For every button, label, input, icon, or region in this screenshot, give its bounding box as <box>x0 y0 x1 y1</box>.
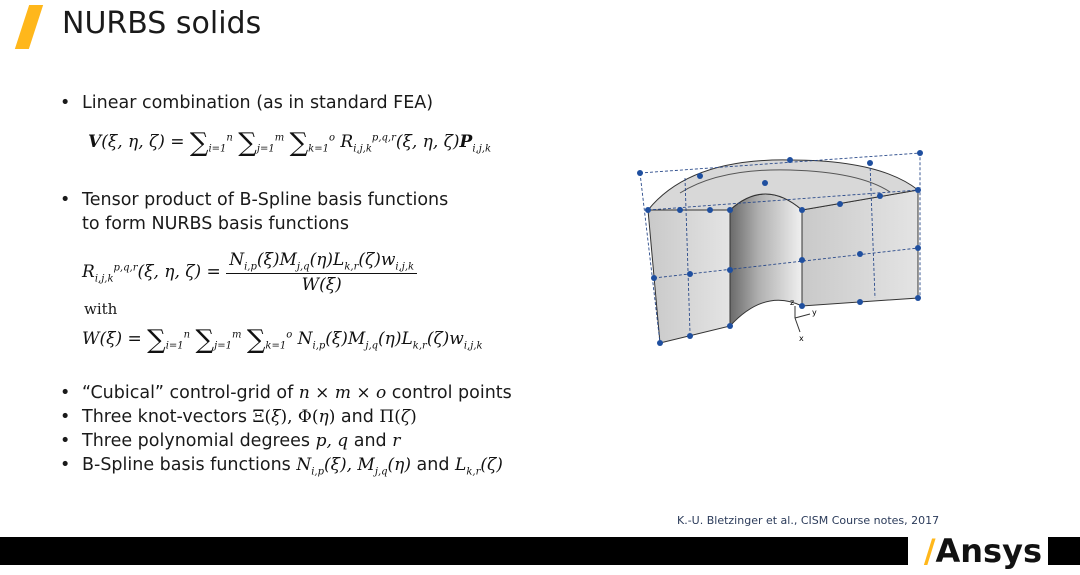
axis-y-label: y <box>812 308 817 317</box>
equation-volume: V(ξ, η, $\zeta) = \sum_{i=1}^n$ $\sum_{j=1}^m$ $\sum_{k=1}^o$ $R_{i,j,k}^{p,q,r}(\xi$, η, $\zeta)P_{i,j,k}$ <box>88 128 492 158</box>
bullet-text: Linear combination (as in standard FEA) <box>82 93 434 113</box>
accent-slash <box>15 5 43 49</box>
bullet-linear-combination: • Linear combination (as in standard FEA) <box>60 93 434 113</box>
equation-nurbs-basis: $R_{i,j,k}^{p,q,r}(\xi$, η, ζ) = $\frac{N_{i,p}(\xi)M_{j,q}(\eta)L_{k,r}(\zeta)w_{i,j,k}}{W(\xi)}$ <box>82 250 417 295</box>
axis-z-label: z <box>790 298 795 307</box>
equation-weight: $W(\xi) = \sum_{i=1}^n$ $\sum_{j=1}^m$ $\sum_{k=1}^o$ $N_{i,p}(\xi)M_{j,q}(\eta)L_{k,r}(\zeta)w_{i,j,k}$ <box>82 325 483 355</box>
nurbs-solid-figure <box>630 148 930 353</box>
bullet-control-grid: • “Cubical” control-grid of n × m × o control points <box>60 383 512 403</box>
bullet-polynomial-degrees: • Three polynomial degrees p, q and r <box>60 431 401 451</box>
solid-surface <box>648 160 918 343</box>
bullet-knot-vectors: • Three knot-vectors Ξ(ξ), Φ(η) and Π(ζ) <box>60 407 417 427</box>
slide-title: NURBS solids <box>62 6 262 41</box>
bullet-tensor-product: • Tensor product of B-Spline basis functions to form NURBS basis functions <box>60 190 449 234</box>
axis-x-label: x <box>799 334 804 343</box>
bullet-basis-functions: • B-Spline basis functions $N_{i,p}(\xi)$, $M_{j,q}(\eta)$ and $L_{k,r}(\zeta)$ <box>60 455 503 478</box>
bullet-list-properties <box>60 381 512 484</box>
ansys-logo: /Ansys <box>908 530 1048 572</box>
citation: K.-U. Bletzinger et al., CISM Course notes, 2017 <box>677 514 940 527</box>
axis-triad <box>795 306 810 332</box>
with-label: with <box>84 300 118 318</box>
